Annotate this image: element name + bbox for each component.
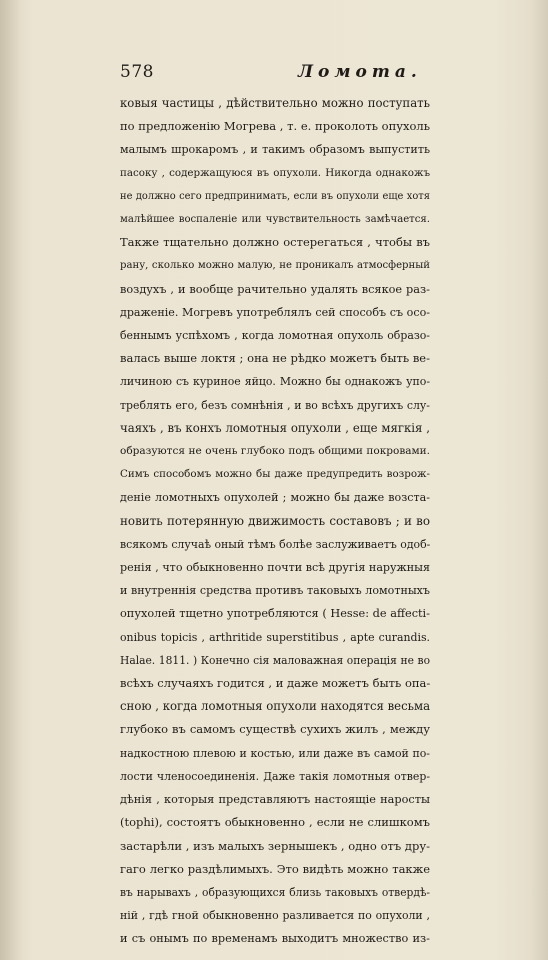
running-title: Ломота. bbox=[298, 62, 422, 82]
text-line: пасоку , содержащуюся въ опухоли. Никогда однакожъ bbox=[120, 166, 430, 179]
text-line: не должно сего предпринимать, если въ опухоли еще хотя bbox=[120, 190, 430, 202]
text-line: въ нарывахъ , образующихся близь таковыхъ отвердѣ- bbox=[120, 885, 430, 899]
text-line: и съ онымъ по временамъ выходитъ множество из- bbox=[120, 932, 430, 946]
text-line: ковыя частицы , дѣйствительно можно поступать bbox=[120, 96, 430, 110]
text-line: Halae. 1811. ) Конечно сія маловажная операція не во bbox=[120, 653, 430, 667]
text-line: гаго легко раздѣлимыхъ. Это видѣть можно также bbox=[120, 861, 430, 876]
text-line: рану, сколько можно малую, не проникалъ атмосферный bbox=[120, 260, 430, 272]
text-line: валась выше локтя ; она не рѣдко можетъ быть ве- bbox=[120, 351, 430, 366]
text-line: малымъ шрокаромъ , и такимъ образомъ выпустить bbox=[120, 143, 430, 157]
text-line: всякомъ случаѣ оный тѣмъ болѣе заслуживаетъ одоб- bbox=[120, 537, 430, 551]
text-line: деніе ломотныхъ опухолей ; можно бы даже возста- bbox=[120, 491, 430, 505]
text-line: беннымъ успѣхомъ , когда ломотная опухоль образо- bbox=[120, 329, 430, 343]
text-line: треблять его, безъ сомнѣнія , и во всѣхъ другихъ слу- bbox=[120, 398, 430, 412]
text-line: (tophi), состоятъ обыкновенно , если не слишкомъ bbox=[120, 815, 430, 830]
text-line: застарѣли , изъ малыхъ зернышекъ , одно отъ дру- bbox=[120, 838, 430, 853]
text-line: надкостною плевою и костью, или даже въ самой по- bbox=[120, 746, 430, 760]
text-line: образуются не очень глубоко подъ общими покровами. bbox=[120, 445, 430, 458]
text-line: дѣнія , которыя представляютъ настоящіе наросты bbox=[120, 793, 430, 807]
text-line: Симъ способомъ можно бы даже предупредить возрож- bbox=[120, 468, 430, 481]
text-line: новить потерянную движимость составовъ ; и во bbox=[120, 513, 430, 528]
text-line: малѣйшее воспаленіе или чувствительность замѣчается. bbox=[120, 214, 430, 226]
spine-shadow bbox=[0, 0, 22, 960]
body-text bbox=[120, 92, 430, 951]
text-line: и внутреннія средства противъ таковыхъ ломотныхъ bbox=[120, 584, 430, 598]
text-line: воздухъ , и вообще рачительно удалять всякое раз- bbox=[120, 282, 430, 296]
text-line: лости членосоединенія. Даже такія ломотныя отвер- bbox=[120, 769, 430, 783]
text-line: всѣхъ случаяхъ годится , и даже можетъ быть опа- bbox=[120, 676, 430, 691]
text-line: по предложенію Могрева , т. е. проколоть опухоль bbox=[120, 119, 430, 134]
text-line: глубоко въ самомъ существѣ сухихъ жилъ , между bbox=[120, 722, 430, 737]
text-line: ренія , что обыкновенно почти всѣ другія наружныя bbox=[120, 561, 430, 575]
edge-shadow bbox=[530, 0, 548, 960]
text-line: чаяхъ , въ конхъ ломотныя опухоли , еще мягкія , bbox=[120, 420, 430, 435]
text-line: Также тщательно должно остерегаться , чтобы въ bbox=[120, 235, 430, 250]
text-line: личиною съ куриное яйцо. Можно бы однакожъ упо- bbox=[120, 375, 430, 389]
text-line: onibus topicis , arthritide superstitibus , apte curandis. bbox=[120, 630, 430, 644]
text-line: драженіе. Могревъ употреблялъ сей способъ съ осо- bbox=[120, 305, 430, 319]
text-line: опухолей тщетно употребляются ( Hesse: de affecti- bbox=[120, 607, 430, 621]
text-line: сною , когда ломотныя опухоли находятся весьма bbox=[120, 699, 430, 714]
page-number: 578 bbox=[120, 62, 154, 82]
page-header bbox=[120, 62, 420, 86]
text-line: ній , гдѣ гной обыкновенно разливается по опухоли , bbox=[120, 909, 430, 923]
